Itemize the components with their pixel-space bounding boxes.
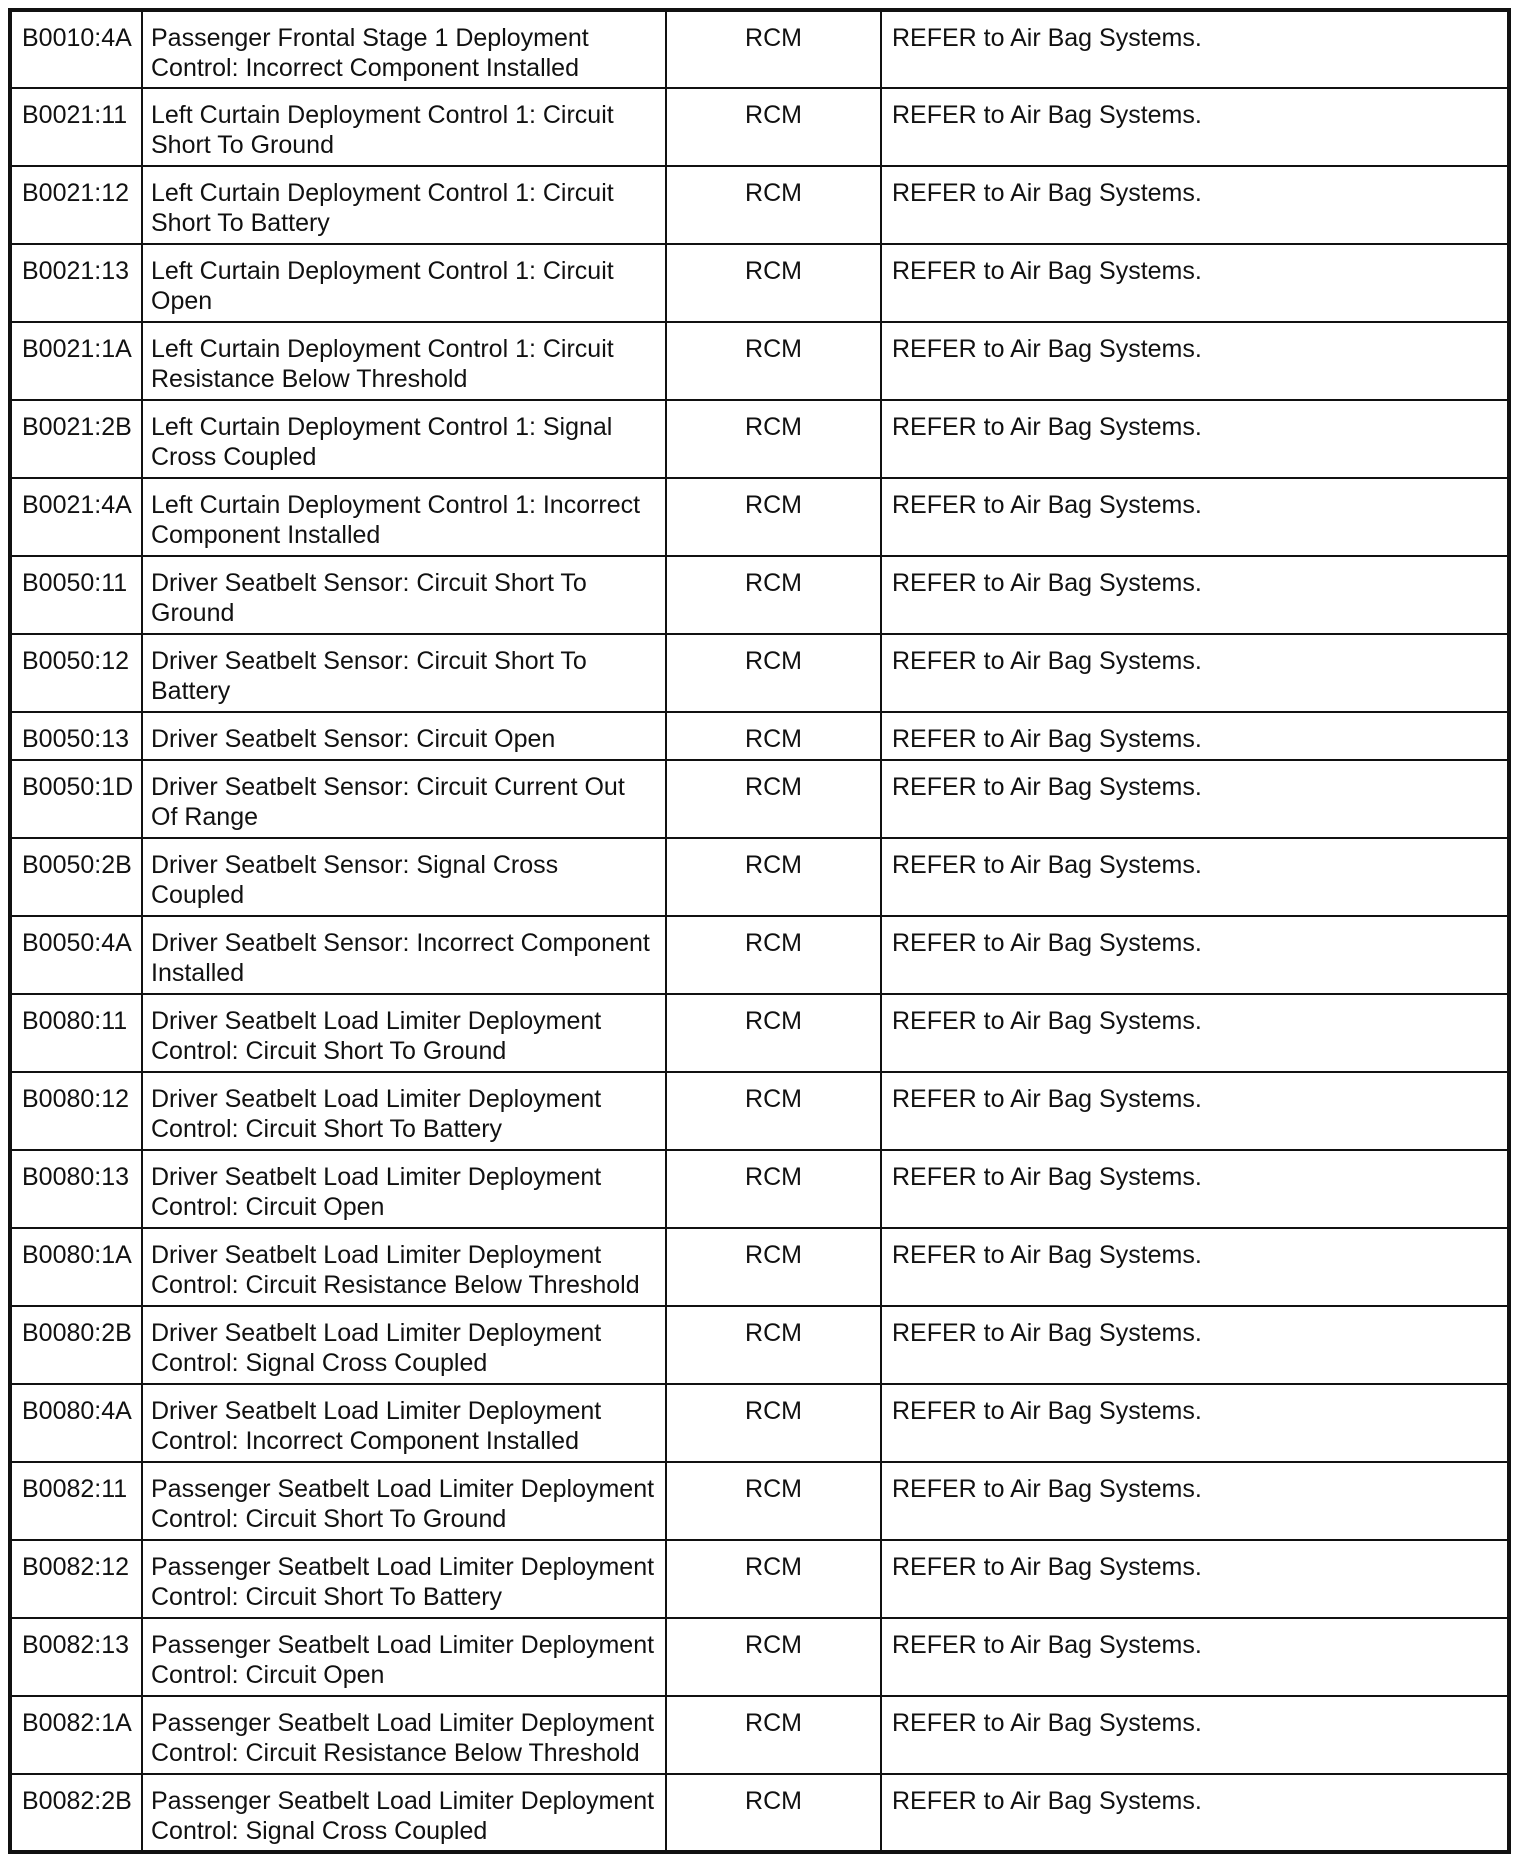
module-cell: RCM [666, 1384, 881, 1462]
action-cell: REFER to Air Bag Systems. [881, 634, 1509, 712]
dtc-code-cell: B0010:4A [10, 10, 142, 88]
table-row [10, 400, 1509, 478]
module-cell: RCM [666, 838, 881, 916]
dtc-code-cell: B0021:13 [10, 244, 142, 322]
action-cell: REFER to Air Bag Systems. [881, 994, 1509, 1072]
module-cell: RCM [666, 916, 881, 994]
description-cell: Driver Seatbelt Load Limiter Deployment Control: Circuit Resistance Below Threshold [142, 1228, 666, 1306]
action-cell: REFER to Air Bag Systems. [881, 1774, 1509, 1852]
module-cell: RCM [666, 1072, 881, 1150]
dtc-code-cell: B0050:4A [10, 916, 142, 994]
module-cell: RCM [666, 478, 881, 556]
action-cell: REFER to Air Bag Systems. [881, 712, 1509, 760]
table-row [10, 1228, 1509, 1306]
action-cell: REFER to Air Bag Systems. [881, 1072, 1509, 1150]
table-row [10, 1150, 1509, 1228]
description-cell: Passenger Seatbelt Load Limiter Deployment Control: Circuit Short To Ground [142, 1462, 666, 1540]
table-row [10, 1618, 1509, 1696]
dtc-code-cell: B0021:1A [10, 322, 142, 400]
description-cell: Driver Seatbelt Sensor: Circuit Open [142, 712, 666, 760]
dtc-code-cell: B0080:13 [10, 1150, 142, 1228]
action-cell: REFER to Air Bag Systems. [881, 760, 1509, 838]
dtc-code-cell: B0050:11 [10, 556, 142, 634]
description-cell: Driver Seatbelt Load Limiter Deployment Control: Circuit Open [142, 1150, 666, 1228]
dtc-code-cell: B0021:2B [10, 400, 142, 478]
description-cell: Driver Seatbelt Sensor: Circuit Short To Battery [142, 634, 666, 712]
dtc-code-cell: B0050:12 [10, 634, 142, 712]
table-row [10, 1384, 1509, 1462]
action-cell: REFER to Air Bag Systems. [881, 1150, 1509, 1228]
action-cell: REFER to Air Bag Systems. [881, 10, 1509, 88]
dtc-code-cell: B0080:1A [10, 1228, 142, 1306]
table-row [10, 244, 1509, 322]
dtc-code-cell: B0021:12 [10, 166, 142, 244]
action-cell: REFER to Air Bag Systems. [881, 556, 1509, 634]
dtc-code-cell: B0080:12 [10, 1072, 142, 1150]
table-row [10, 1540, 1509, 1618]
module-cell: RCM [666, 166, 881, 244]
table-row [10, 166, 1509, 244]
description-cell: Passenger Frontal Stage 1 Deployment Control: Incorrect Component Installed [142, 10, 666, 88]
module-cell: RCM [666, 760, 881, 838]
module-cell: RCM [666, 10, 881, 88]
table-row [10, 478, 1509, 556]
module-cell: RCM [666, 712, 881, 760]
dtc-table [8, 8, 1511, 1854]
table-row [10, 712, 1509, 760]
table-row [10, 1306, 1509, 1384]
table-row [10, 760, 1509, 838]
action-cell: REFER to Air Bag Systems. [881, 88, 1509, 166]
module-cell: RCM [666, 400, 881, 478]
module-cell: RCM [666, 244, 881, 322]
description-cell: Driver Seatbelt Load Limiter Deployment Control: Circuit Short To Ground [142, 994, 666, 1072]
table-row [10, 556, 1509, 634]
dtc-code-cell: B0021:4A [10, 478, 142, 556]
description-cell: Passenger Seatbelt Load Limiter Deployment Control: Circuit Resistance Below Threshold [142, 1696, 666, 1774]
table-row [10, 1462, 1509, 1540]
action-cell: REFER to Air Bag Systems. [881, 1618, 1509, 1696]
module-cell: RCM [666, 994, 881, 1072]
description-cell: Left Curtain Deployment Control 1: Circuit Short To Ground [142, 88, 666, 166]
action-cell: REFER to Air Bag Systems. [881, 838, 1509, 916]
module-cell: RCM [666, 1228, 881, 1306]
module-cell: RCM [666, 88, 881, 166]
dtc-code-cell: B0050:2B [10, 838, 142, 916]
table-row [10, 88, 1509, 166]
description-cell: Left Curtain Deployment Control 1: Circuit Short To Battery [142, 166, 666, 244]
action-cell: REFER to Air Bag Systems. [881, 916, 1509, 994]
dtc-code-cell: B0080:4A [10, 1384, 142, 1462]
description-cell: Left Curtain Deployment Control 1: Circuit Open [142, 244, 666, 322]
module-cell: RCM [666, 322, 881, 400]
description-cell: Passenger Seatbelt Load Limiter Deployment Control: Circuit Open [142, 1618, 666, 1696]
action-cell: REFER to Air Bag Systems. [881, 478, 1509, 556]
module-cell: RCM [666, 556, 881, 634]
module-cell: RCM [666, 1150, 881, 1228]
action-cell: REFER to Air Bag Systems. [881, 166, 1509, 244]
table-row [10, 1696, 1509, 1774]
dtc-code-cell: B0050:13 [10, 712, 142, 760]
description-cell: Driver Seatbelt Load Limiter Deployment Control: Incorrect Component Installed [142, 1384, 666, 1462]
dtc-code-cell: B0080:2B [10, 1306, 142, 1384]
dtc-code-cell: B0082:11 [10, 1462, 142, 1540]
action-cell: REFER to Air Bag Systems. [881, 322, 1509, 400]
action-cell: REFER to Air Bag Systems. [881, 1462, 1509, 1540]
dtc-code-cell: B0082:2B [10, 1774, 142, 1852]
description-cell: Driver Seatbelt Load Limiter Deployment Control: Signal Cross Coupled [142, 1306, 666, 1384]
table-row [10, 994, 1509, 1072]
action-cell: REFER to Air Bag Systems. [881, 1306, 1509, 1384]
module-cell: RCM [666, 1774, 881, 1852]
table-row [10, 838, 1509, 916]
action-cell: REFER to Air Bag Systems. [881, 1540, 1509, 1618]
module-cell: RCM [666, 1306, 881, 1384]
action-cell: REFER to Air Bag Systems. [881, 1228, 1509, 1306]
module-cell: RCM [666, 634, 881, 712]
description-cell: Driver Seatbelt Load Limiter Deployment Control: Circuit Short To Battery [142, 1072, 666, 1150]
module-cell: RCM [666, 1618, 881, 1696]
table-row [10, 10, 1509, 88]
description-cell: Driver Seatbelt Sensor: Circuit Short To Ground [142, 556, 666, 634]
module-cell: RCM [666, 1540, 881, 1618]
dtc-code-cell: B0082:12 [10, 1540, 142, 1618]
table-row [10, 1072, 1509, 1150]
dtc-code-cell: B0050:1D [10, 760, 142, 838]
action-cell: REFER to Air Bag Systems. [881, 1696, 1509, 1774]
description-cell: Passenger Seatbelt Load Limiter Deployment Control: Signal Cross Coupled [142, 1774, 666, 1852]
description-cell: Left Curtain Deployment Control 1: Incorrect Component Installed [142, 478, 666, 556]
module-cell: RCM [666, 1462, 881, 1540]
description-cell: Left Curtain Deployment Control 1: Circuit Resistance Below Threshold [142, 322, 666, 400]
description-cell: Driver Seatbelt Sensor: Circuit Current Out Of Range [142, 760, 666, 838]
action-cell: REFER to Air Bag Systems. [881, 244, 1509, 322]
dtc-code-cell: B0082:1A [10, 1696, 142, 1774]
dtc-code-cell: B0080:11 [10, 994, 142, 1072]
table-row [10, 916, 1509, 994]
description-cell: Left Curtain Deployment Control 1: Signal Cross Coupled [142, 400, 666, 478]
dtc-code-cell: B0021:11 [10, 88, 142, 166]
description-cell: Passenger Seatbelt Load Limiter Deployment Control: Circuit Short To Battery [142, 1540, 666, 1618]
action-cell: REFER to Air Bag Systems. [881, 400, 1509, 478]
table-row [10, 1774, 1509, 1852]
description-cell: Driver Seatbelt Sensor: Incorrect Component Installed [142, 916, 666, 994]
dtc-code-cell: B0082:13 [10, 1618, 142, 1696]
table-row [10, 322, 1509, 400]
table-row [10, 634, 1509, 712]
action-cell: REFER to Air Bag Systems. [881, 1384, 1509, 1462]
module-cell: RCM [666, 1696, 881, 1774]
description-cell: Driver Seatbelt Sensor: Signal Cross Coupled [142, 838, 666, 916]
